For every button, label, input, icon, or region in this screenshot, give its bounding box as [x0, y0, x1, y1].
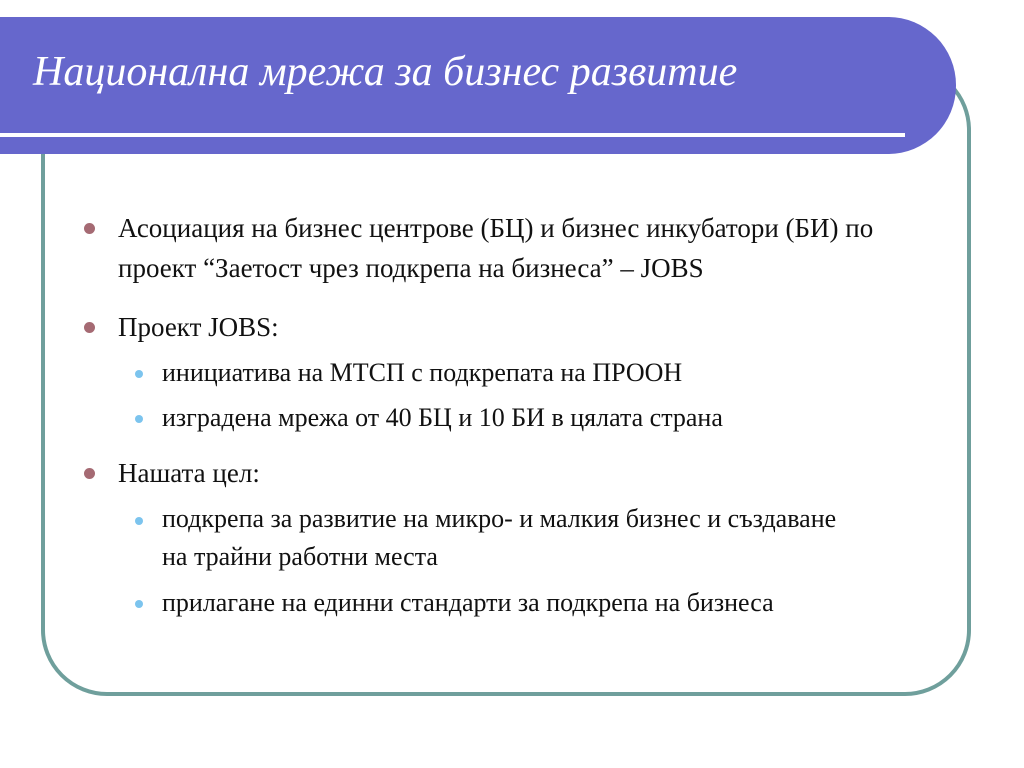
sub-bullet-dot-icon [135, 517, 143, 525]
bullet-dot-icon [84, 322, 95, 333]
slide-title: Национална мрежа за бизнес развитие [33, 49, 738, 95]
bullet-dot-icon [84, 223, 95, 234]
sub-bullet-dot-icon [135, 370, 143, 378]
sub-bullet-item [162, 398, 942, 438]
sub-bullet-dot-icon [135, 600, 143, 608]
sub-bullet-dot-icon [135, 415, 143, 423]
bullet-text: Асоциация на бизнес центрове (БЦ) и бизнес инкубатори (БИ) по проект “Заетост чрез подкрепа на бизнеса” – JOBS [118, 213, 874, 283]
sub-bullet-item [162, 353, 942, 393]
bullet-text: Нашата цел: [118, 458, 260, 488]
bullet-text: Проект JOBS: [118, 312, 279, 342]
sub-bullet-text: подкрепа за развитие на микро- и малкия бизнес и създаване на трайни работни места [162, 504, 837, 571]
sub-bullet-text: инициатива на МТСП с подкрепата на ПРООН [162, 358, 683, 387]
title-underline [0, 133, 905, 137]
sub-bullet-item [162, 583, 942, 623]
bullet-item [118, 453, 938, 493]
bullet-dot-icon [84, 468, 95, 479]
bullet-item [118, 307, 938, 347]
bullet-item [118, 208, 938, 288]
sub-bullet-text: изградена мрежа от 40 БЦ и 10 БИ в цялата страна [162, 403, 723, 432]
sub-bullet-item [162, 500, 942, 576]
sub-bullet-text: прилагане на единни стандарти за подкрепа на бизнеса [162, 588, 774, 617]
